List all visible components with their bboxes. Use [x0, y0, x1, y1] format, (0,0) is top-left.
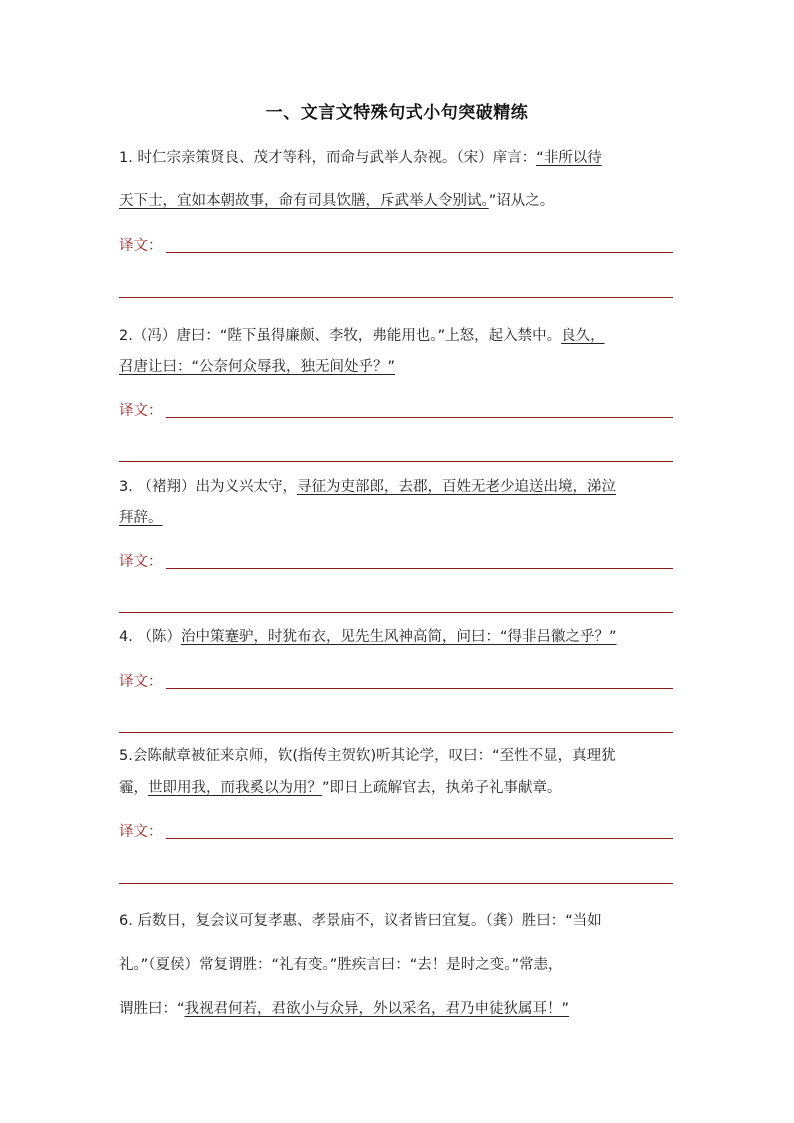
q1-line-2	[119, 191, 554, 211]
answer-line[interactable]	[119, 297, 673, 298]
q3-line-1	[119, 477, 616, 497]
answer-line[interactable]	[166, 252, 673, 253]
q3-underlined-text: 拜辞。	[119, 510, 163, 526]
q1-underlined-text: 天下士，宜如本朝故事，命有司具饮膳，斥武举人令别试。	[119, 193, 489, 209]
q2-text: 2.（冯）唐曰：“陛下虽得廉颇、李牧，弗能用也。”上怒，起入禁中。	[119, 328, 562, 344]
q1-line-1	[119, 148, 602, 168]
answer-line[interactable]	[166, 568, 673, 569]
q1-text: 1. 时仁宗亲策贤良、茂才等科，而命与武举人杂视。（宋）庠言：	[119, 150, 537, 166]
q4-text: 4. （陈）	[119, 629, 181, 645]
q5-line-2	[119, 778, 562, 798]
q1-text: ”诏从之。	[488, 193, 555, 209]
q6-text: 6. 后数日，复会议可复孝惠、孝景庙不，议者皆曰宜复。（龚）胜曰：“当如	[119, 913, 602, 929]
q1-underlined-text: “非所以待	[536, 150, 602, 166]
answer-line[interactable]	[166, 688, 673, 689]
q5-underlined-text: 世即用我，而我奚以为用？	[148, 780, 322, 796]
q2-underlined-text: 良久，	[561, 328, 605, 344]
translation-label: 译文：	[119, 554, 163, 570]
translation-label: 译文：	[119, 403, 163, 419]
translation-label: 译文：	[119, 674, 163, 690]
q3-underlined-text: 寻征为吏部郎，去郡，百姓无老少追送出境，涕泣	[296, 479, 616, 495]
answer-line[interactable]	[166, 417, 673, 418]
q4-underlined-text: 治中策蹇驴，时犹布衣，见先生风神高简，问曰：“得非吕徽之乎？”	[180, 629, 617, 645]
answer-line[interactable]	[119, 612, 673, 613]
answer-line[interactable]	[119, 732, 673, 733]
answer-line[interactable]	[166, 838, 673, 839]
q5-text: ”即日上疏解官去，执弟子礼事献章。	[322, 780, 562, 796]
q3-text: 3. （褚翔）出为义兴太守，	[119, 479, 297, 495]
q3-line-2	[119, 508, 163, 528]
q2-underlined-text: 召唐让曰：“公奈何众辱我，独无间处乎？”	[119, 359, 396, 375]
q6-underlined-text: 我视君何若，君欲小与众异，外以采名，君乃申徒狄属耳！”	[184, 1001, 570, 1017]
q5-text: 5.会陈献章被征来京师，钦(指传主贺钦)听其论学，叹曰：“至性不显，真理犹	[119, 748, 616, 764]
q6-line-3	[119, 999, 569, 1019]
q6-line-1	[119, 911, 602, 931]
page-title: 一、文言文特殊句式小句突破精练	[265, 103, 529, 123]
q5-line-1	[119, 746, 616, 766]
q5-text: 霾，	[119, 780, 148, 796]
q2-line-2	[119, 357, 395, 377]
q6-line-2	[119, 955, 563, 975]
q6-text: 谓胜曰：“	[119, 1001, 185, 1017]
q4-line-1	[119, 627, 616, 647]
answer-line[interactable]	[119, 883, 673, 884]
q2-line-1	[119, 326, 605, 346]
translation-label: 译文：	[119, 824, 163, 840]
q6-text: 礼。”（夏侯）常复谓胜：“礼有变。”胜疾言曰：“去！是时之变。”常恚，	[119, 957, 563, 973]
answer-line[interactable]	[119, 461, 673, 462]
translation-label: 译文：	[119, 238, 163, 254]
